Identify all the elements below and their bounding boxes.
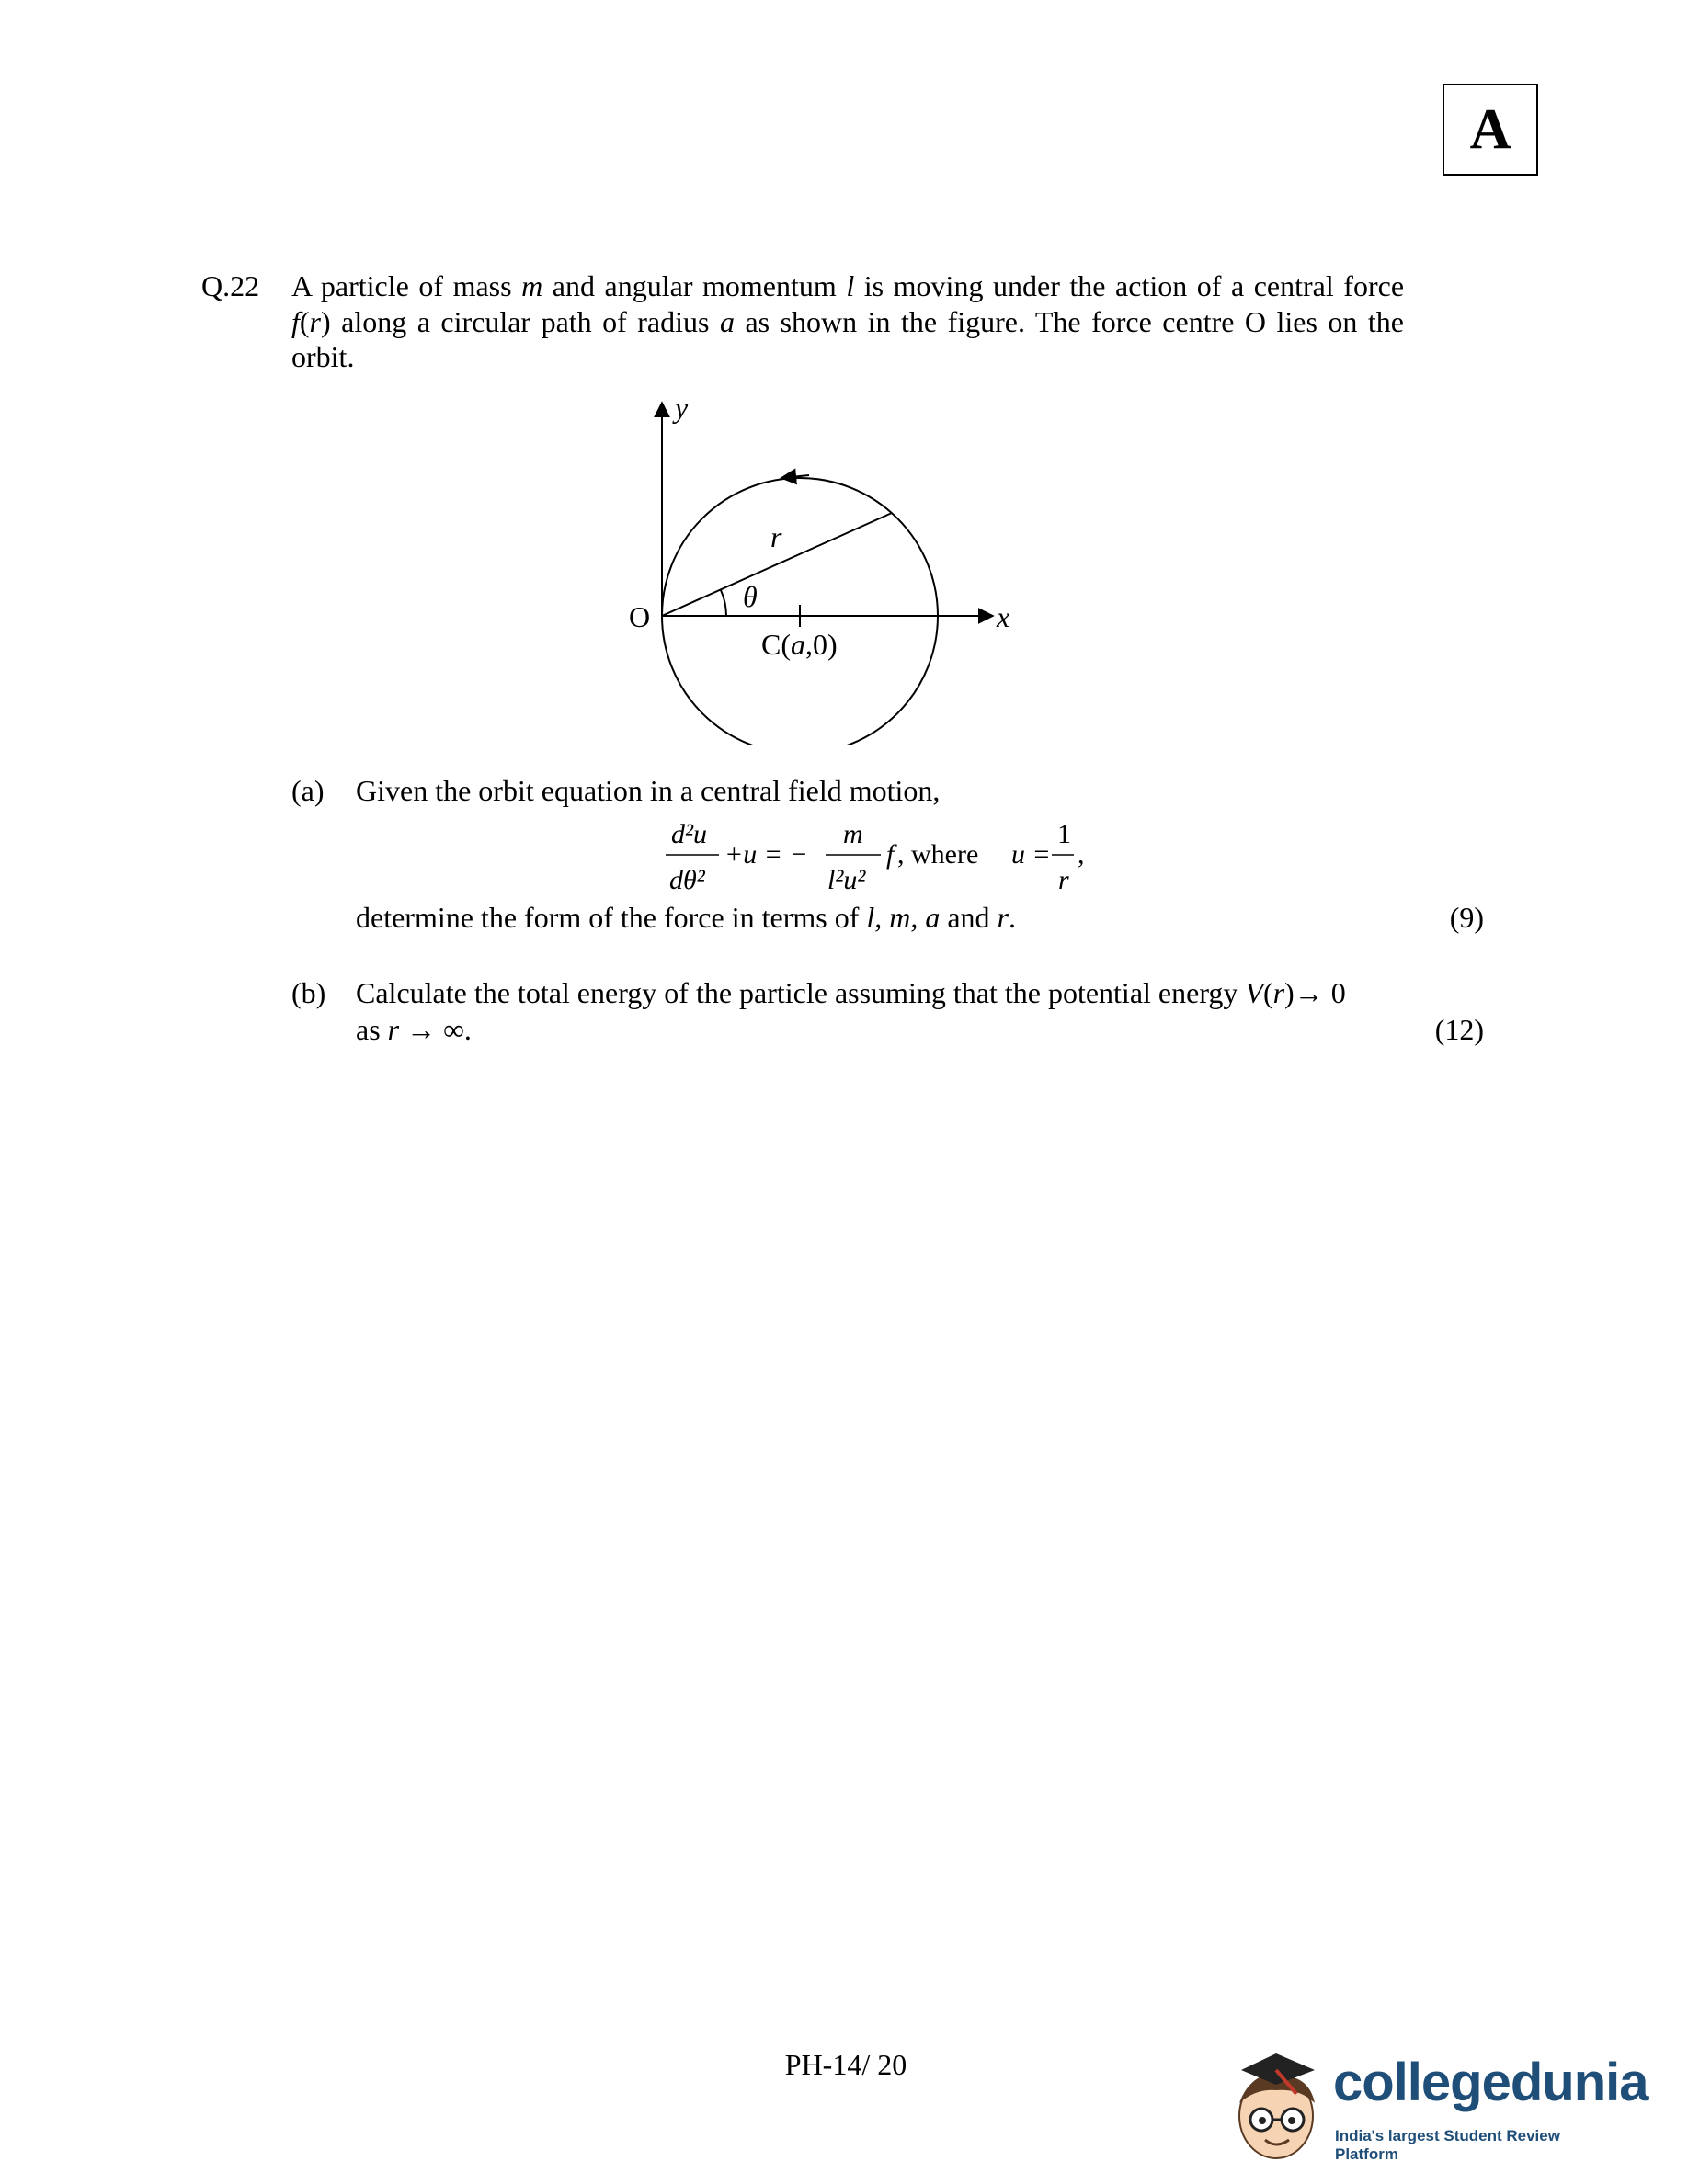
part-b-label: (b) [291,976,326,1009]
svg-text:d²u: d²u [671,819,707,849]
svg-text:u =: u = [1011,839,1051,870]
radius-label: r [770,520,782,553]
paper-code-box [1443,84,1538,176]
svg-text:dθ²: dθ² [669,865,705,895]
svg-text:l²u²: l²u² [827,865,866,895]
orbit-figure [625,393,1030,745]
svg-text:, where: , where [897,839,979,870]
paper-code: A [1469,97,1511,161]
page-number: PH-14/ 20 [784,2048,907,2081]
part-b-line1: Calculate the total energy of the particle assuming that the potential energy V(r)→ 0 [356,976,1346,1009]
part-b-line2: as r → ∞. [356,1013,472,1046]
question-text: A particle of mass m and angular momentum l is moving under the action of a central force f(r) along a circular path of radius a as shown in the figure. The force centre O lies on the orbit. [291,269,1405,373]
orbit-equation [662,811,1122,910]
svg-text:+u = −: +u = − [724,839,808,870]
center-label: C(a,0) [761,628,838,661]
x-axis-label: x [997,600,1010,633]
svg-text:r: r [1058,865,1069,895]
angle-arc [721,590,726,616]
part-a-instruction: determine the form of the force in terms of l, m, a and r. [356,901,1016,934]
brand-name: collegedunia [1333,2053,1648,2112]
svg-text:1: 1 [1057,819,1071,849]
part-a-marks: (9) [1449,901,1484,934]
angle-label: θ [743,580,758,613]
origin-label: O [629,600,651,633]
part-b-marks: (12) [1434,1013,1484,1046]
brand-logo [1223,2042,1648,2171]
brand-tagline: India's largest Student Review Platform [1335,2127,1560,2163]
y-axis-label: y [675,393,689,424]
question-number: Q.22 [201,269,260,302]
part-a-label: (a) [291,774,325,807]
part-a-intro: Given the orbit equation in a central field motion, [356,774,941,807]
svg-text:,: , [1078,839,1085,870]
svg-text:f: f [886,839,895,870]
svg-text:m: m [843,819,863,849]
mascot-icon [1223,2042,1331,2171]
